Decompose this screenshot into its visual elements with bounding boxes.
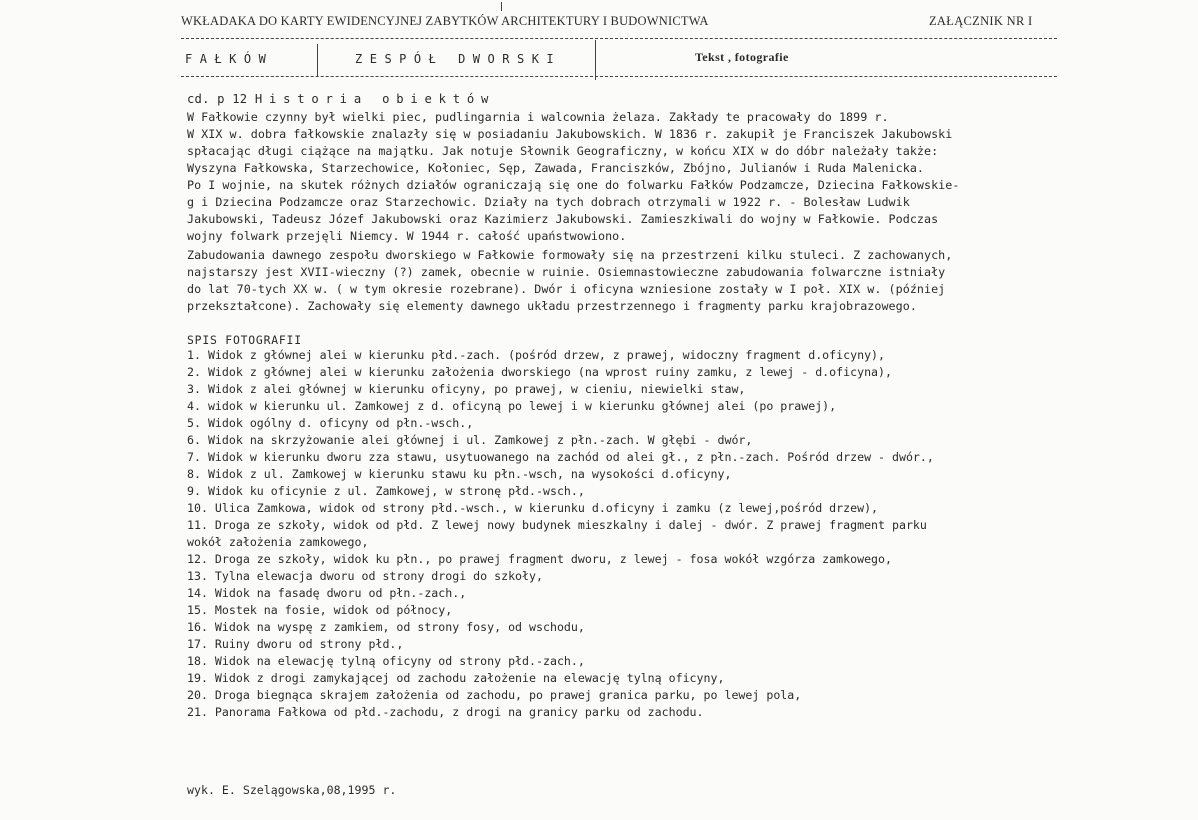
photo-list-item: 18. Widok na elewację tylną oficyny od strony płd.-zach., [187, 654, 585, 668]
column-divider-1 [317, 44, 318, 76]
photo-list-item: 2. Widok z głównej alei w kierunku założenia dworskiego (na wprost ruiny zamku, z lewej - d.oficyna), [187, 365, 892, 379]
section-prefix: cd. p 12 [187, 92, 248, 106]
photo-list-item: 10. Ulica Zamkowa, widok od strony płd.-wsch., w kierunku d.oficyny i zamku (z lewej,pośród drzew), [187, 501, 879, 515]
section-heading [187, 92, 495, 106]
history-line: Zabudowania dawnego zespołu dworskiego w Fałkowie formowały się na przestrzeni kilku stuleci. Z zachowanych, [187, 248, 953, 262]
photo-list-item: 15. Mostek na fosie, widok od północy, [187, 603, 453, 617]
photo-list-heading: SPIS FOTOGRAFII [187, 333, 302, 347]
history-line: Jakubowski, Tadeusz Józef Jakubowski oraz Kazimierz Jakubowski. Zamieszkiwali do wojny w Fałkowie. Podczas [187, 212, 939, 226]
photo-list-item: 11. Droga ze szkoły, widok od płd. Z lewej nowy budynek mieszkalny i dalej - dwór. Z prawej fragment parku [187, 518, 927, 532]
annex-label: ZAŁĄCZNIK NR I [929, 14, 1033, 28]
history-line: spłacając długi ciążące na majątku. Jak notuje Słownik Geograficzny, w końcu XIX w do dóbr należały także: [187, 144, 939, 158]
photo-list-item: 1. Widok z głównej alei w kierunku płd.-zach. (pośród drzew, z prawej, widoczny fragment d.oficyny), [187, 348, 886, 362]
photo-list-item: 3. Widok z alei głównej w kierunku oficyny, po prawej, w cieniu, niewielki staw, [187, 382, 746, 396]
history-line: W XIX w. dobra fałkowskie znalazły się w posiadaniu Jakubowskich. W 1836 r. zakupił je Franciszek Jakubowski [187, 127, 953, 141]
section-title: Historia obiektów [254, 92, 496, 106]
photo-list-item: 17. Ruiny dworu od strony płd., [187, 637, 404, 651]
history-line: Po I wojnie, na skutek różnych działów ograniczają się one do folwarku Fałków Podzamcze, Dziecina Fałkowskie- [187, 178, 960, 192]
history-line: Wyszyna Fałkowska, Starzechowice, Kołoniec, Sęp, Zawada, Franciszków, Zbójno, Julianów i Ruda Malenicka. [187, 161, 924, 175]
history-line: wojny folwark przejęli Niemcy. W 1944 r. całość upaństwowiono. [187, 229, 627, 243]
complex-name: ZESPÓŁ DWORSKI [355, 52, 562, 66]
photo-list-item: 20. Droga biegnąca skrajem założenia od zachodu, po prawej granica parku, po lewej pola, [187, 688, 802, 702]
photo-list-item: 9. Widok ku oficynie z ul. Zamkowej, w stronę płd.-wsch., [187, 484, 585, 498]
form-title: WKŁADAKA DO KARTY EWIDENCYJNEJ ZABYTKÓW ARCHITEKTURY I BUDOWNICTWA [181, 14, 709, 28]
author-signature-line: wyk. E. Szelągowska,08,1995 r. [187, 783, 397, 797]
column-divider-2 [595, 40, 596, 80]
photo-list-item: wokół założenia zamkowego, [187, 535, 369, 549]
photo-list-item: 16. Widok na wyspę z zamkiem, od strony fosy, od wschodu, [187, 620, 585, 634]
photo-list-item: 8. Widok z ul. Zamkowej w kierunku stawu ku płn.-wsch, na wysokości d.oficyny, [187, 467, 732, 481]
history-line: najstarszy jest XVII-wieczny (?) zamek, obecnie w ruinie. Osiemnastowieczne zabudowania folwarczne istniały [187, 265, 946, 279]
history-line: przekształcone). Zachowały się elementy dawnego układu przestrzennego i fragmenty parku krajobrazowego. [187, 299, 917, 313]
photo-list-item: 12. Droga ze szkoły, widok ku płn., po prawej fragment dworu, z lewej - fosa wokół wzgórza zamkowego, [187, 552, 892, 566]
photo-list-item: 13. Tylna elewacja dworu od strony drogi do szkoły, [187, 569, 543, 583]
header-rule-bottom [181, 76, 1057, 77]
photo-list-item: 14. Widok na fasadę dworu od płn.-zach., [187, 586, 467, 600]
history-line: do lat 70-tych XX w. ( w tym okresie rozebrane). Dwór i oficyna wzniesione zostały w I poł. XIX w. (później [187, 282, 946, 296]
history-line: W Fałkowie czynny był wielki piec, pudlingarnia i walcownia żelaza. Zakłady te pracowały do 1899 r. [187, 110, 889, 124]
content-type: Tekst , fotografie [695, 50, 789, 64]
photo-list-item: 21. Panorama Fałkowa od płd.-zachodu, z drogi na granicy parku od zachodu. [187, 705, 704, 719]
header-rule-top [181, 38, 1057, 39]
history-line: g i Dziecina Podzamcze oraz Starzechowic. Działy na tych dobrach otrzymali w 1922 r. - Bolesław Ludwik [187, 195, 910, 209]
photo-list-item: 7. Widok w kierunku dworu zza stawu, usytuowanego na zachód od alei gł., z płn.-zach. Pośród drzew - dwór., [187, 450, 934, 464]
place-name: FAŁKÓW [185, 52, 274, 66]
photo-list-item: 6. Widok na skrzyżowanie alei głównej i ul. Zamkowej z płn.-zach. W głębi - dwór, [187, 433, 753, 447]
divider-tick [501, 2, 502, 11]
photo-list-item: 5. Widok ogólny d. oficyny od płn.-wsch., [187, 416, 474, 430]
photo-list-item: 19. Widok z drogi zamykającej od zachodu założenie na elewację tylną oficyny, [187, 671, 725, 685]
photo-list-item: 4. widok w kierunku ul. Zamkowej z d. oficyną po lewej i w kierunku głównej alei (po prawej), [187, 399, 837, 413]
